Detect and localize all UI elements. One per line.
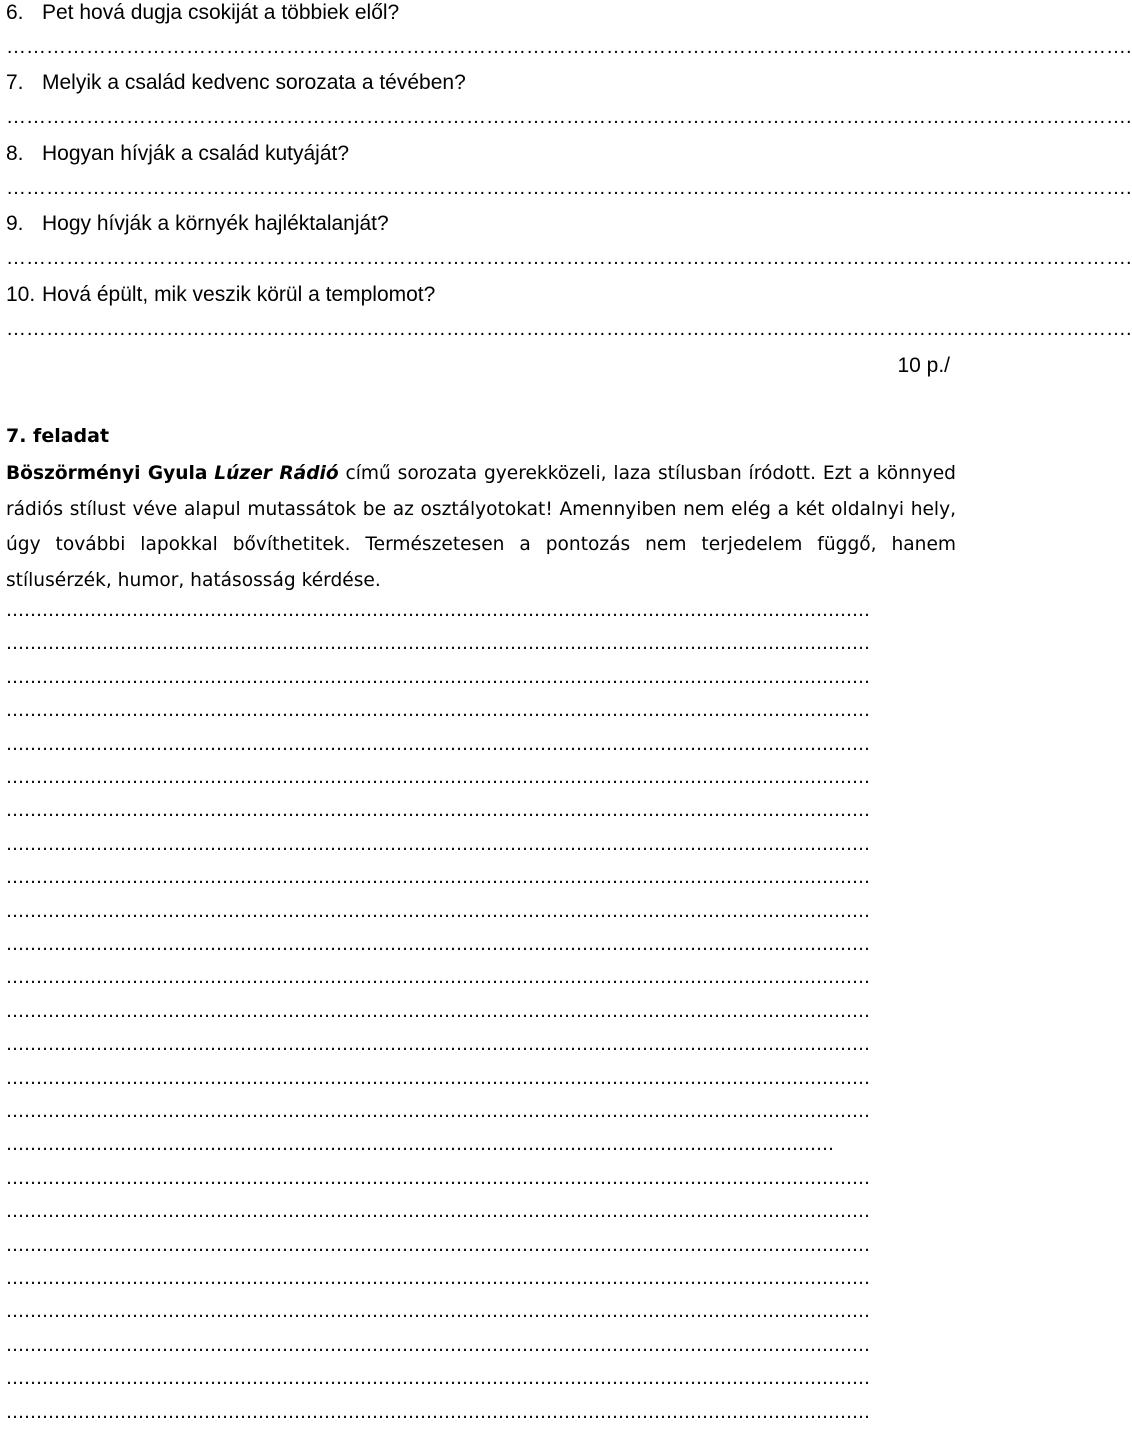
question-text: Hogy hívják a környék hajléktalanját? — [42, 212, 389, 235]
question-7 — [6, 70, 466, 96]
question-text: Pet hová dugja csokiját a többiek elől? — [42, 1, 400, 24]
question-number: 9. — [6, 212, 24, 235]
question-text: Melyik a család kedvenc sorozata a tévében? — [42, 71, 466, 94]
essay-answer-line[interactable]: ……………………………………………………………………………………………………………………………… — [6, 1335, 870, 1356]
essay-answer-line[interactable]: ……………………………………………………………………………………………………………………………… — [6, 1101, 870, 1122]
task-work-title: Lúzer Rádió — [214, 463, 339, 484]
essay-answer-line[interactable]: ……………………………………………………………………………………………………………………………… — [6, 867, 870, 888]
question-number: 6. — [6, 1, 24, 24]
essay-answer-line[interactable]: ……………………………………………………………………………………………………………………………… — [6, 700, 870, 721]
essay-answer-line[interactable]: ……………………………………………………………………………………………………………………………… — [6, 1068, 870, 1089]
question-text: Hogyan hívják a család kutyáját? — [42, 142, 350, 165]
essay-answer-line[interactable]: ……………………………………………………………………………………………………………………………… — [6, 967, 870, 988]
essay-answer-line[interactable]: ……………………………………………………………………………………………………………………………… — [6, 1235, 870, 1256]
essay-answer-line[interactable]: ……………………………………………………………………………………………………………………………… — [6, 1201, 870, 1222]
essay-answer-line[interactable]: ……………………………………………………………………………………………………………………………… — [6, 633, 870, 654]
question-number: 7. — [6, 71, 24, 94]
question-8 — [6, 141, 349, 167]
task-body-text: című sorozata gyerekközeli, laza stílusban íródott. Ezt a könnyed rádiós stílust véve alapul mutassátok be az osztályotokat! Amennyiben nem elég a két oldalnyi hely, úgy további lapokkal bővíthetitek. Természetesen a pontozás nem terjedelem függő, hanem stílusérzék, humor, hatásosság kérdése. — [6, 463, 956, 591]
essay-answer-line[interactable]: ……………………………………………………………………………………………………………………………… — [6, 667, 870, 688]
essay-answer-line[interactable]: ……………………………………………………………………………………………………………………………… — [6, 1034, 870, 1055]
essay-answer-line[interactable]: ……………………………………………………………………………………………………………………………… — [6, 1001, 870, 1022]
answer-line-10[interactable]: ……………………………………………………………………………………………………………………………………………………. — [6, 318, 1132, 340]
question-10 — [6, 282, 435, 308]
question-text: Hová épült, mik veszik körül a templomot? — [42, 283, 436, 306]
essay-answer-line[interactable]: ……………………………………………………………………………………………………………………………… — [6, 734, 870, 755]
essay-answer-line[interactable]: ……………………………………………………………………………………………………………………………… — [6, 767, 870, 788]
essay-answer-line[interactable]: ……………………………………………………………………………………………………………………………… — [6, 901, 870, 922]
essay-answer-line[interactable]: ……………………………………………………………………………………………………………………………… — [6, 1368, 870, 1389]
task-description — [6, 456, 956, 598]
essay-answer-line[interactable]: ……………………………………………………………………………………………………………………………… — [6, 1268, 870, 1289]
essay-answer-line[interactable]: ……………………………………………………………………………………………………………………………… — [6, 600, 870, 621]
essay-answer-line[interactable]: ……………………………………………………………………………………………………………………………… — [6, 834, 870, 855]
essay-answer-line[interactable]: ……………………………………………………………………………………………………………………………… — [6, 1402, 870, 1423]
task-author: Böszörményi Gyula — [6, 463, 208, 484]
answer-line-9[interactable]: ……………………………………………………………………………………………………………………………………………………. — [6, 247, 1132, 269]
question-9 — [6, 211, 389, 237]
question-number: 10. — [6, 283, 36, 306]
essay-answer-line[interactable]: ……………………………………………………………………………………………………………………………… — [6, 1168, 870, 1189]
essay-answer-line[interactable]: ……………………………………………………………………………………………………………………………… — [6, 800, 870, 821]
answer-line-7[interactable]: ……………………………………………………………………………………………………………………………………………………. — [6, 106, 1132, 128]
points-label: 10 p./ — [897, 354, 950, 377]
essay-answer-line[interactable]: ………………………………………………………………………………………………………………………… — [6, 1134, 834, 1155]
essay-answer-line[interactable]: ……………………………………………………………………………………………………………………………… — [6, 1301, 870, 1322]
question-number: 8. — [6, 142, 24, 165]
answer-line-8[interactable]: ……………………………………………………………………………………………………………………………………………………. — [6, 177, 1132, 199]
question-6 — [6, 0, 399, 26]
essay-answer-line[interactable]: ……………………………………………………………………………………………………………………………… — [6, 934, 870, 955]
task-title: 7. feladat — [6, 425, 110, 447]
answer-line-6[interactable]: ……………………………………………………………………………………………………………………………………………………. — [6, 36, 1132, 58]
